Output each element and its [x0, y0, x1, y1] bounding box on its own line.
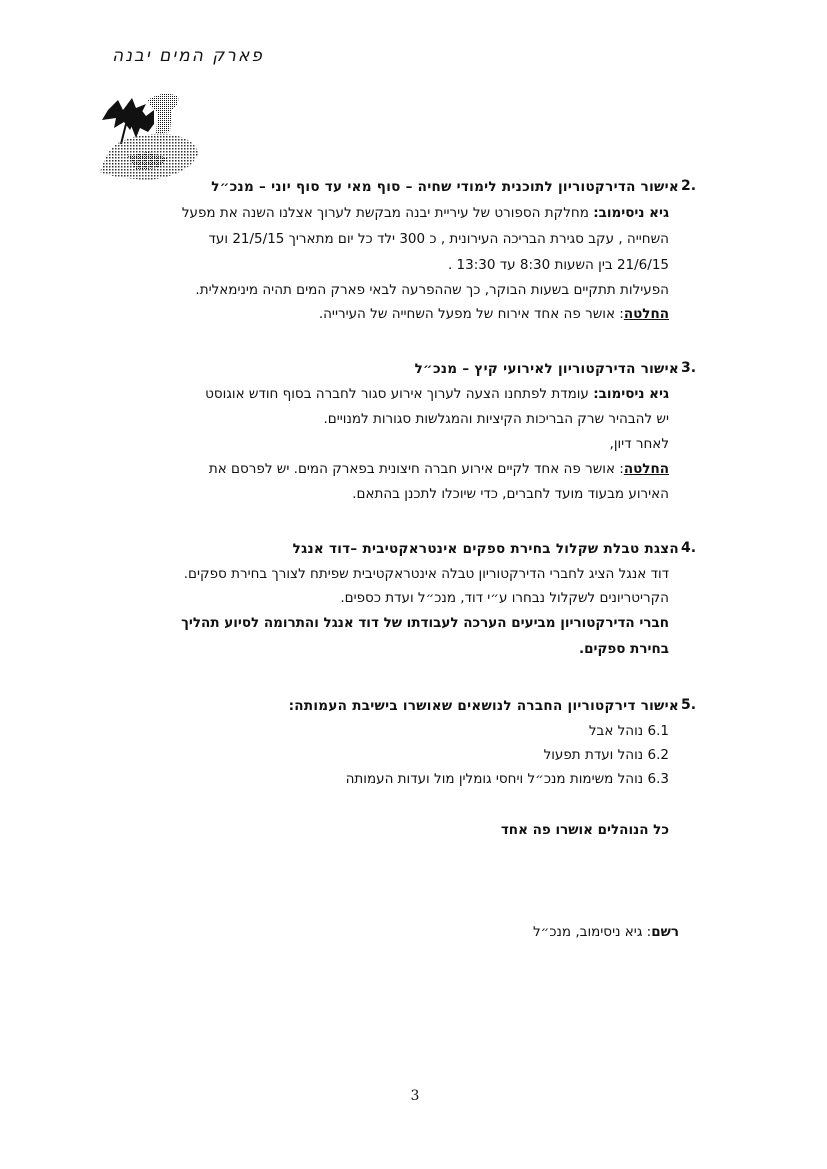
summary-text: כל הנוהלים אושרו פה אחד [500, 822, 669, 838]
procedure-item: 6.1 נוהל אבל [588, 723, 669, 739]
section-3-speaker-line [205, 386, 669, 402]
procedure-item: 6.3 נוהל משימות מנכ״ל ויחסי גומלין מול ועדות העמותה [345, 771, 669, 787]
section-2-number: 2. [681, 178, 697, 194]
body-text: עומדת לפתחנו הצעה לערוך אירוע סגור לחברה בסוף חודש אוגוסט [205, 386, 589, 402]
speaker-name: גיא ניסימוב: [593, 386, 669, 402]
bold-text: חברי הדירקטוריון מביעים הערכה לעבודתו של דוד אנגל והתרומה לסיוע תהליך [181, 615, 669, 631]
body-text: דוד אנגל הציג לחברי הדירקטוריון טבלה אינטראקטיבית שפיתח לצורך בחירת ספקים. [183, 566, 669, 582]
section-2-heading: אישור הדירקטוריון לתוכנית לימודי שחיה – סוף מאי עד סוף יוני – מנכ״ל [211, 179, 679, 195]
recorder-label: רשם [651, 924, 679, 940]
palm-trees-pool-logo-icon [88, 82, 203, 182]
body-text: השחייה , עקב סגירת הבריכה העירונית , כ 300 ילד כל יום מתאריך 21/5/15 ועד [208, 231, 669, 247]
decision-label: החלטה [623, 306, 669, 322]
section-3-heading: אישור הדירקטוריון לאירועי קיץ – מנכ״ל [414, 361, 679, 377]
decision-label: החלטה [623, 461, 669, 477]
section-5-number: 5. [681, 697, 697, 713]
section-4-number: 4. [681, 540, 697, 556]
park-title: פארק המים יבנה [112, 46, 264, 66]
body-text: לאחר דיון, [609, 436, 669, 452]
section-2-decision [319, 306, 669, 322]
body-text: מחלקת הספורט של עיריית יבנה מבקשת לערוך אצלנו השנה את מפעל [181, 205, 589, 221]
procedure-item: 6.2 נוהל ועדת תפעול [543, 747, 669, 763]
decision-text: : אושר פה אחד לקיים אירוע חברה חיצונית בפארק המים. יש לפרסם את [208, 461, 624, 477]
body-text: הפעילות תתקיים בשעות הבוקר, כך שההפרעה לבאי פארק המים תהיה מינימאלית. [195, 282, 669, 298]
section-4-heading: הצגת טבלת שקלול בחירת ספקים אינטראקטיבית –דוד אנגל [292, 541, 679, 557]
recorder-name: : גיא ניסימוב, מנכ״ל [532, 924, 652, 940]
section-5-heading: אישור דירקטוריון החברה לנושאים שאושרו בישיבת העמותה: [288, 698, 679, 714]
speaker-name: גיא ניסימוב: [593, 205, 669, 221]
body-text: האירוע מבעוד מועד לחברים, כדי שיוכלו לתכנן בהתאם. [352, 486, 669, 502]
bold-text: בחירת ספקים. [578, 641, 669, 657]
section-3-number: 3. [681, 360, 697, 376]
body-text: הקריטריונים לשקלול נבחרו ע״י דוד, מנכ״ל ועדת כספים. [340, 590, 669, 606]
recorder-line [533, 924, 679, 940]
decision-text: : אושר פה אחד אירוח של מפעל השחייה של העירייה. [318, 306, 624, 322]
section-3-decision [209, 461, 669, 477]
section-2-speaker-line [182, 205, 669, 221]
page-number: 3 [410, 1088, 420, 1104]
body-text: יש להבהיר שרק הבריכות הקיציות והמגלשות סגורות למנויים. [323, 411, 669, 427]
body-text: 21/6/15 בין השעות 8:30 עד 13:30 . [447, 257, 669, 273]
